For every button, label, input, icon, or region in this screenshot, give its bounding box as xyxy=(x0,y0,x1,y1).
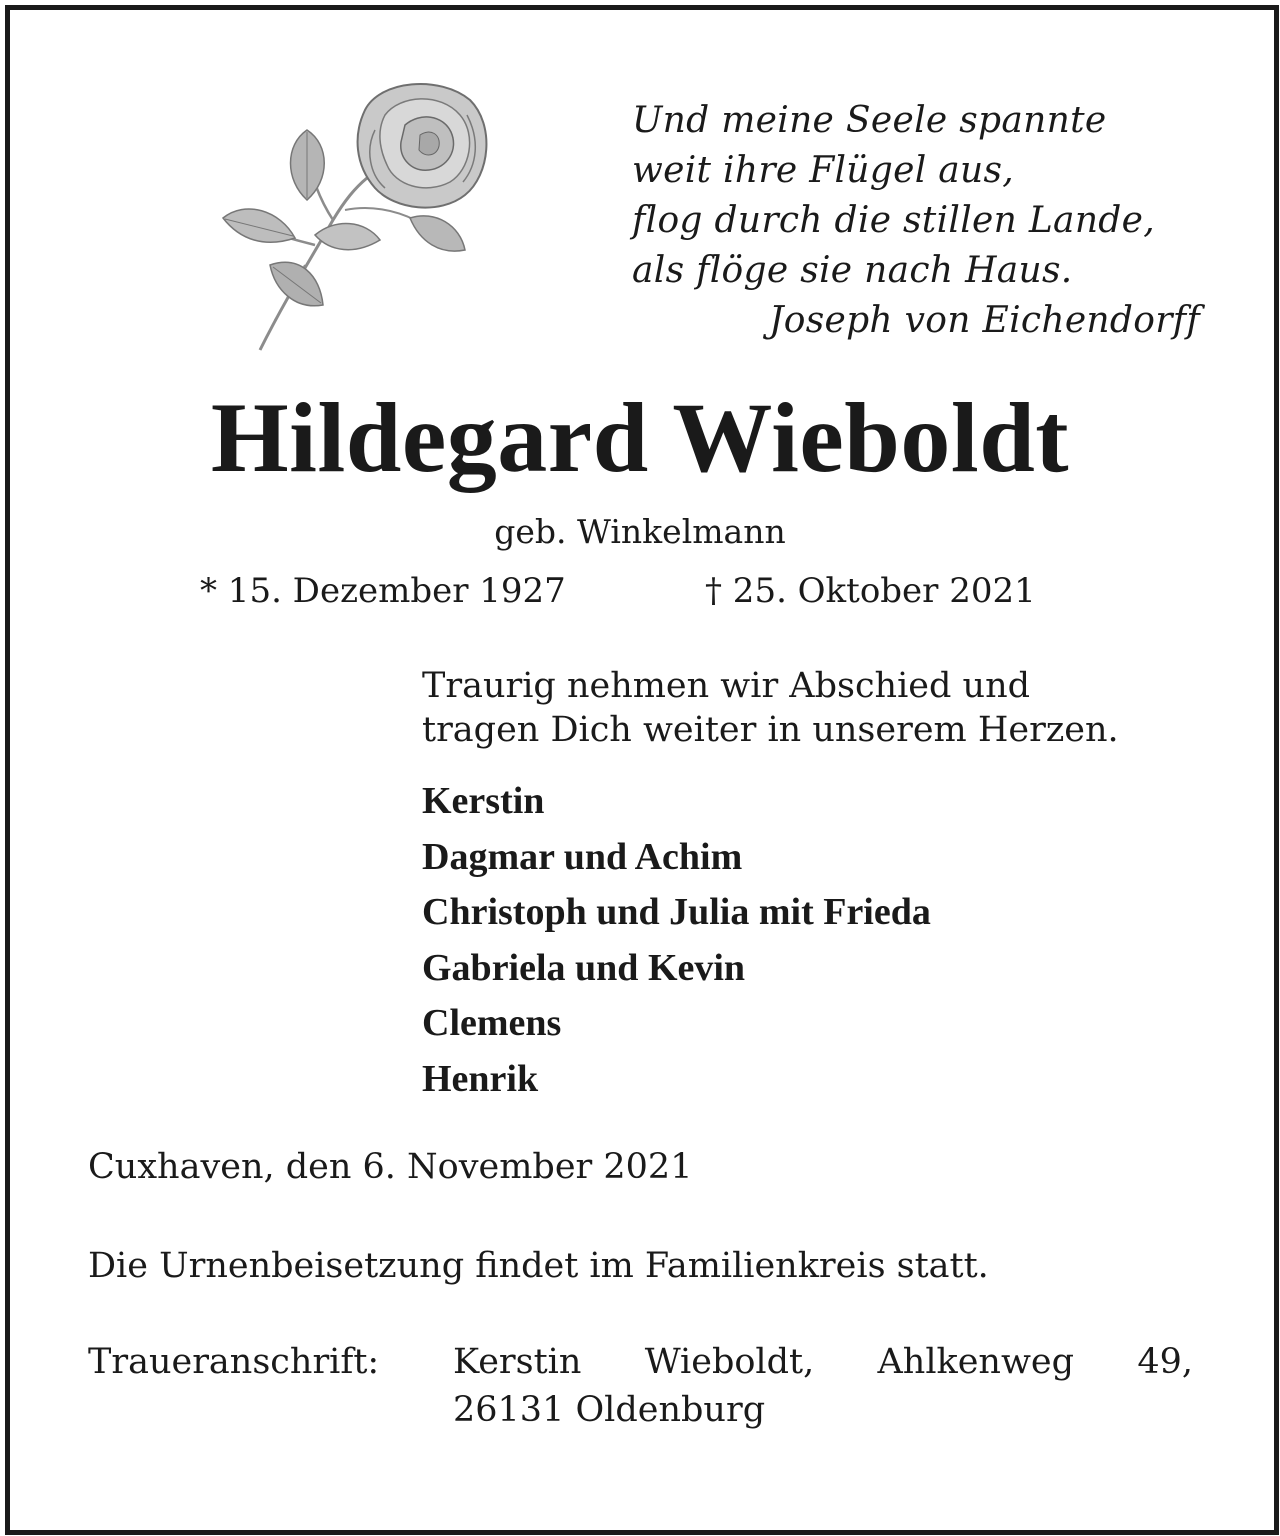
farewell-text xyxy=(422,664,1222,752)
address-line: Kerstin Wieboldt, Ahlkenweg 49, xyxy=(453,1342,1193,1382)
birth-name: geb. Winkelmann xyxy=(494,512,786,551)
poem-line: Und meine Seele spannte xyxy=(632,100,1107,141)
death-date: † 25. Oktober 2021 xyxy=(705,571,1036,611)
poem-line: als flöge sie nach Haus. xyxy=(632,250,1073,291)
address-line: 26131 Oldenburg xyxy=(453,1390,766,1430)
poem-line: weit ihre Flügel aus, xyxy=(632,150,1015,191)
burial-note: Die Urnenbeisetzung findet im Familienkreis statt. xyxy=(88,1246,989,1286)
mourner: Henrik xyxy=(422,1057,539,1100)
farewell-line: Traurig nehmen wir Abschied und xyxy=(422,666,1031,706)
poem-author: Joseph von Eichendorff xyxy=(768,300,1200,341)
mourner: Christoph und Julia mit Frieda xyxy=(422,891,931,933)
birth-date: * 15. Dezember 1927 xyxy=(200,571,566,611)
poem xyxy=(632,96,1202,346)
place-date: Cuxhaven, den 6. November 2021 xyxy=(88,1147,693,1187)
mourners-list xyxy=(422,774,931,1107)
farewell-line: tragen Dich weiter in unserem Herzen. xyxy=(422,710,1119,750)
rose-icon xyxy=(215,70,500,360)
mourning-address xyxy=(88,1338,1193,1448)
mourner: Gabriela und Kevin xyxy=(422,946,746,989)
deceased-name: Hildegard Wieboldt xyxy=(210,382,1070,493)
address-label: Traueranschrift: xyxy=(88,1342,380,1382)
mourner: Dagmar und Achim xyxy=(422,835,743,878)
mourner: Clemens xyxy=(422,1002,562,1044)
poem-line: flog durch die stillen Lande, xyxy=(632,200,1156,241)
life-dates xyxy=(200,568,1100,616)
mourner: Kerstin xyxy=(422,780,545,822)
